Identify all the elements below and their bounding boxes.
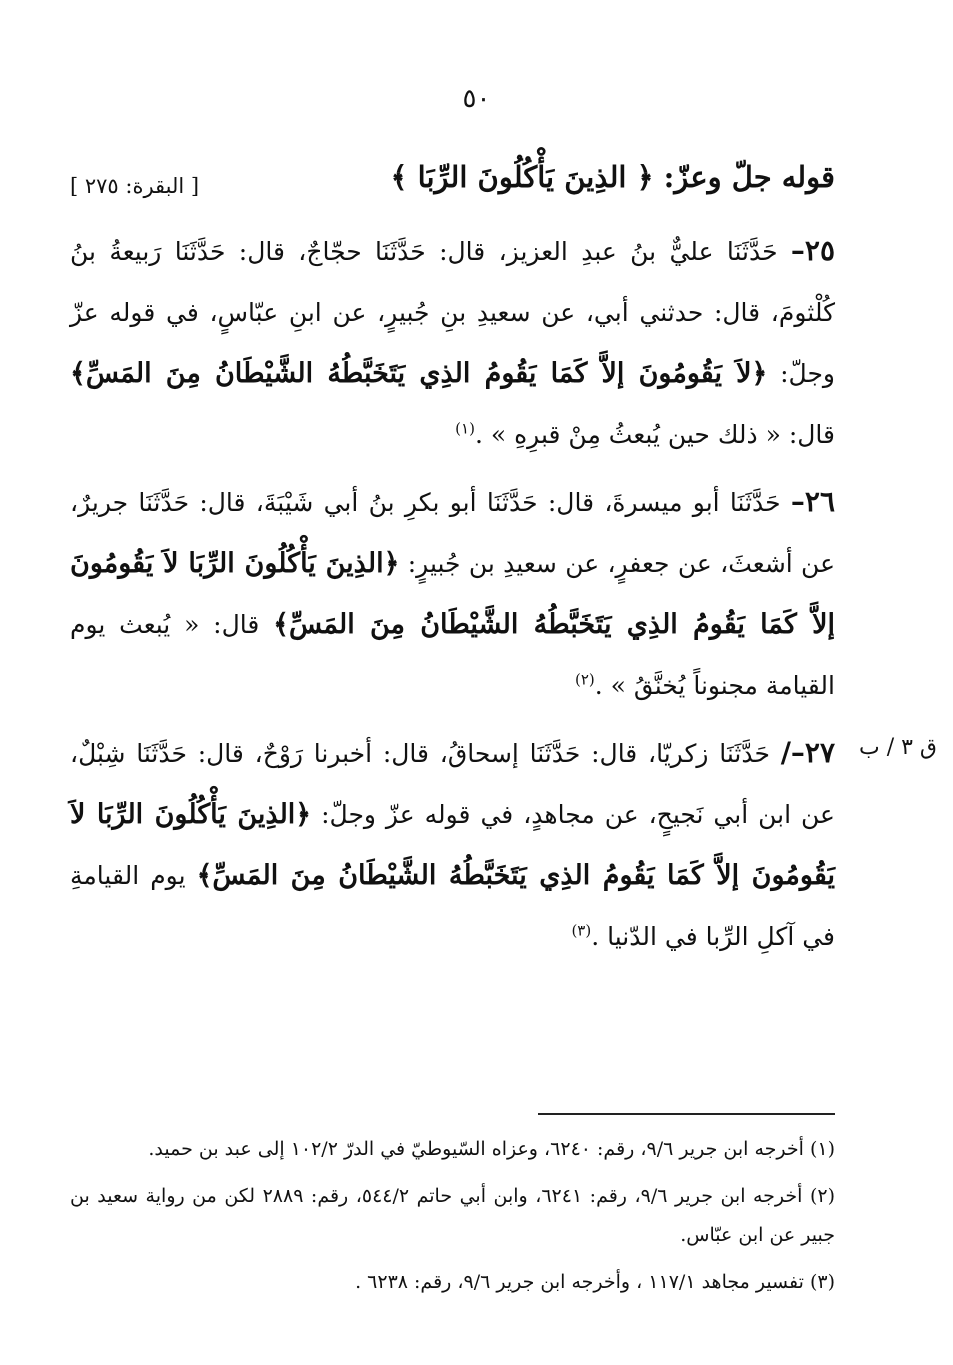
hadith-number: ٢٦– [790,485,835,518]
hadith-text: حَدَّثَنَا عليٌّ بنُ عبدِ العزيز، قال: حَدَّثَنَا حجّاجٌ، قال: حَدَّثَنَا رَبيعةُ بنُ كُلْثومَ، قال: حدثني أبي، عن سعيدِ بنِ جُبيرٍ، عن ابنِ عبّاسٍ، في قوله عزّ وجلّ: [70,237,835,388]
main-text [70,220,835,973]
hadith-text: حَدَّثَنَا أبو ميسرةَ، قال: حَدَّثَنَا أبو بكرِ بنُ أبي شَيْبَةَ، قال: حَدَّثَنَا جريرٌ، عن أشعثَ، عن جعفرٍ، عن سعيدِ بن جُبيرٍ: [70,488,835,578]
section-heading-row [70,160,835,210]
hadith-26 [70,471,835,716]
footnote-reference: (٢) [574,670,595,689]
footnote-2: (٢) أخرجه ابن جرير ٩/٦، رقم: ٦٢٤١، وابن أبي حاتم ٥٤٤/٢، رقم: ٢٨٨٩ لكن من رواية سعيد بن جبير عن ابن عبّاس. [70,1185,835,1246]
footnote-3: (٣) تفسير مجاهد ١١٧/١ ، وأخرجه ابن جرير ٩/٦، رقم: ٦٢٣٨ . [355,1271,835,1293]
hadith-text: يوم القيامةِ في آكلِ الرِّبا في الدّنيا . [70,861,835,951]
footnote-reference: (١) [455,419,475,438]
hadith-number: ٢٥– [790,234,835,267]
hadith-25 [70,220,835,465]
hadith-27 [70,722,835,967]
manuscript-margin-note: ق ٣ / ب [859,735,937,760]
hadith-text: قال: « ذلك حين يُبعثُ مِنْ قبرِهِ » . [474,420,835,449]
quran-quote: ﴿الذِينَ يَأْكُلُونَ الرِّبَا لاَ يَقُومُونَ إلاَّ كَمَا يَقُومُ الذِي يَتَخَبَّطُهُ الشَّيْطَانُ مِنَ المَسِّ﴾ [70,799,835,891]
quran-quote: ﴿لاَ يَقُومُونَ إلاَّ كَمَا يَقُومُ الذِي يَتَخَبَّطُهُ الشَّيْطَانُ مِنَ المَسِّ﴾ [70,358,768,389]
footnotes [70,1130,835,1310]
footnote-reference: (٣) [571,921,592,940]
hadith-text: قال: « يُبعث يوم القيامة مجنوناً يُخنَّقُ » . [70,610,835,700]
quran-quote: ﴿الذِينَ يَأْكُلُونَ الرِّبَا لاَ يَقُومُونَ إلاَّ كَمَا يَقُومُ الذِي يَتَخَبَّطُهُ الشَّيْطَانُ مِنَ المَسِّ﴾ [70,548,835,640]
footnote-1: (١) أخرجه ابن جرير ٩/٦، رقم: ٦٢٤٠، وعزاه السّيوطيّ في الدرّ ١٠٢/٢ إلى عبد بن حميد. [148,1138,835,1160]
page-number: ٥٠ [462,84,491,114]
hadith-number: ٢٧–/ [780,736,835,769]
surah-reference: [ البقرة: ٢٧٥ ] [70,174,200,198]
hadith-text: حَدَّثَنَا زكريّا، قال: حَدَّثَنَا إسحاقُ، قال: أخبرنا رَوْحٌ، قال: حَدَّثَنَا شِبْلٌ، عن ابن أبي نَجيحٍ، عن مجاهدٍ، في قوله عزّ وجلّ: [70,739,835,829]
footnote-divider [538,1113,835,1115]
section-heading: قوله جلّ وعزّ: ﴿ الذِينَ يَأْكُلُونَ الرِّبَا ﴾ [390,160,835,194]
